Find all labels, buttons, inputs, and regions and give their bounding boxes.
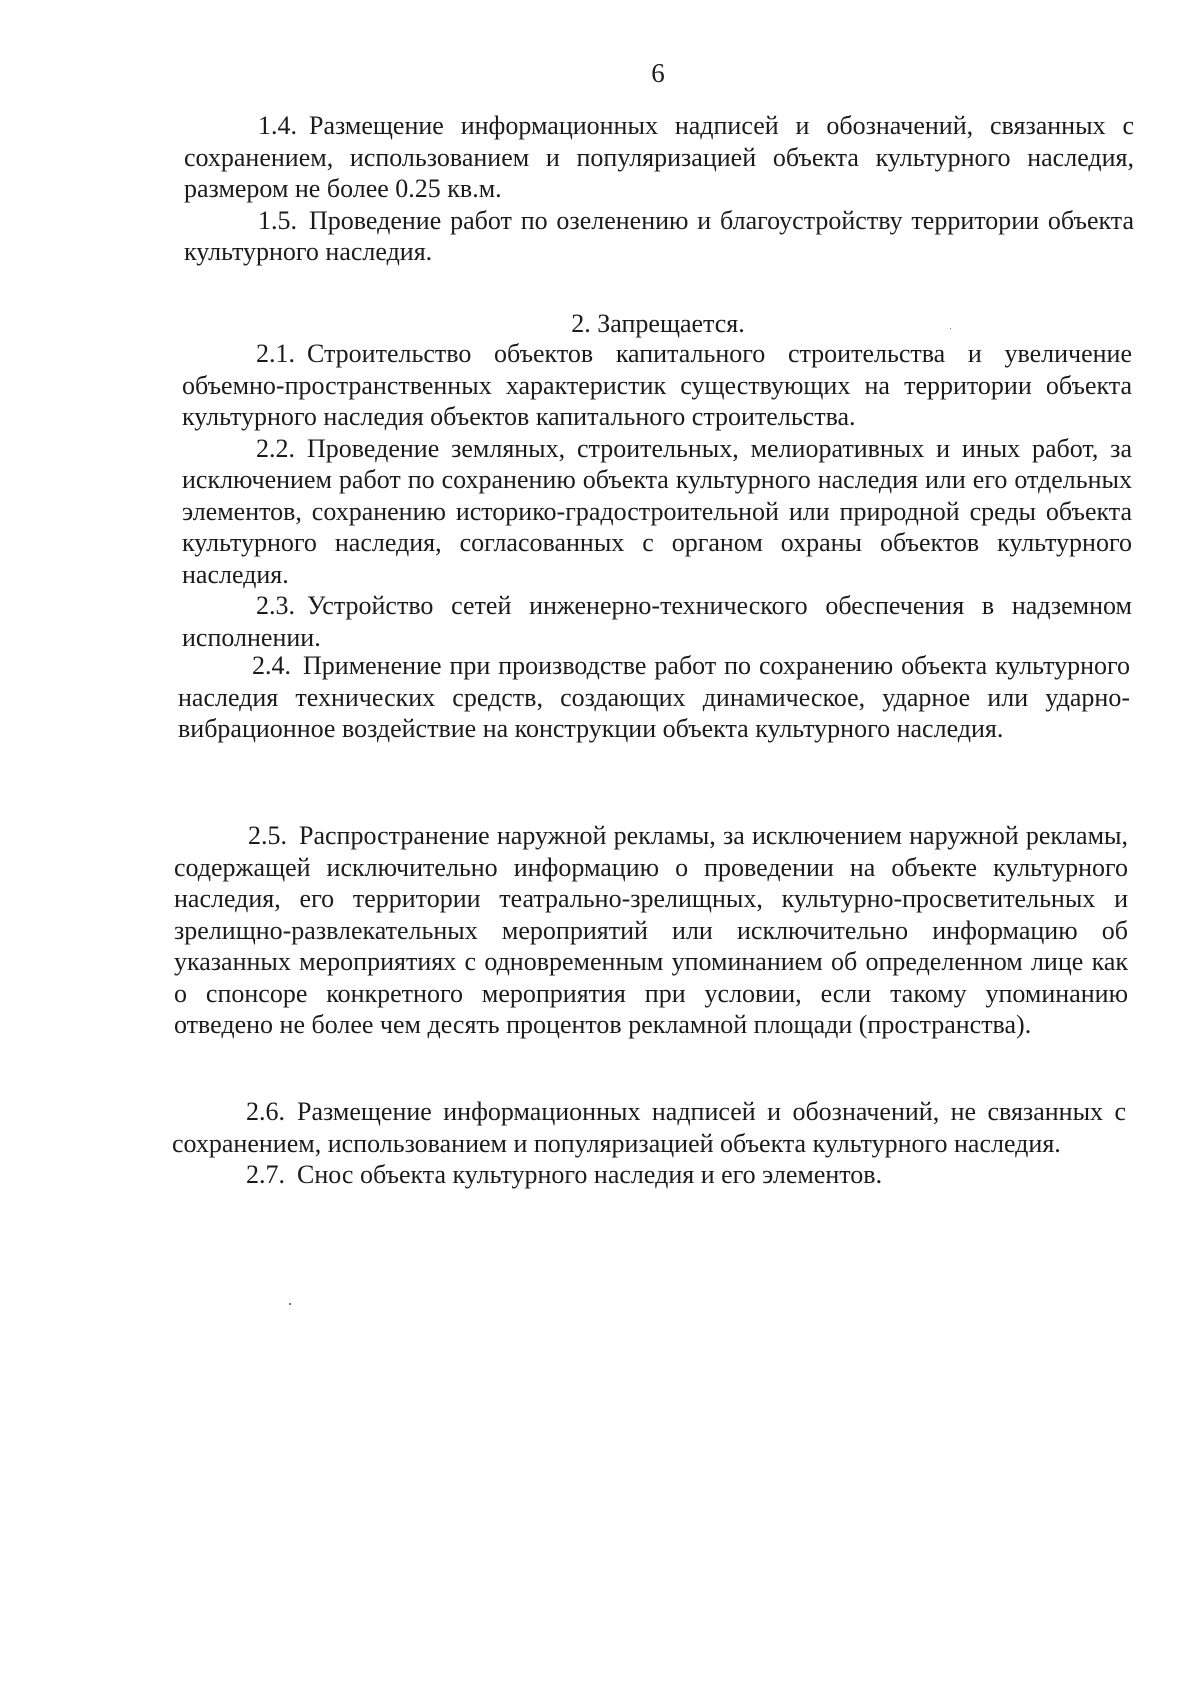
- clause-text: Применение при производстве работ по сохранению объекта культурного наследия технических средств, создающих динамическое, ударное или ударно-вибрационное воздействие на конструкции объекта культурного наследия.: [178, 651, 1130, 743]
- section-2-items-d: [172, 1096, 1126, 1191]
- clause-text: Распространение наружной рекламы, за исключением наружной рекламы, содержащей исключительно информацию о проведении на объекте культурного наследия, его территории театрально-зрелищных, культурно-просветительных и зрелищно-развлекательных мероприятий или исключительно информацию об указанных мероприятиях с одновременным упоминанием об определенном лице как о спонсоре конкретного мероприятия при условии, если такому упоминанию отведено не более чем десять процентов рекламной площади (пространства).: [174, 821, 1128, 1039]
- section-2-items-b: [178, 650, 1130, 745]
- clause-number: 2.1.: [256, 339, 295, 368]
- clause-text: Размещение информационных надписей и обозначений, связанных с сохранением, использованием и популяризацией объекта культурного наследия, размером не более 0.25 кв.м.: [184, 111, 1134, 203]
- clause-text: Проведение земляных, строительных, мелиоративных и иных работ, за исключением работ по сохранению объекта культурного наследия или его отдельных элементов, сохранению историко-градостроительной или природной среды объекта культурного наследия, согласованных с органом охраны объектов культурного наследия.: [182, 433, 1132, 589]
- clause-2-2: [182, 433, 1132, 591]
- clause-number: 2.4.: [252, 651, 291, 680]
- section-2-items-c: [174, 820, 1128, 1041]
- clause-text: Проведение работ по озеленению и благоустройству территории объекта культурного наследия.: [184, 205, 1134, 266]
- clause-text: Снос объекта культурного наследия и его элементов.: [297, 1160, 883, 1189]
- section-1-items: [184, 110, 1134, 268]
- clause-2-7: [172, 1159, 1126, 1191]
- clause-number: 2.5.: [248, 821, 287, 850]
- clause-number: 2.2.: [256, 433, 295, 463]
- clause-text: Строительство объектов капитального строительства и увеличение объемно-пространственных характеристик существующих на территории объекта культурного наследия объектов капитального строительства.: [182, 339, 1132, 431]
- clause-2-1: [182, 338, 1132, 433]
- clause-2-3: [182, 590, 1132, 653]
- clause-number: 1.5.: [258, 205, 297, 235]
- clause-text: Размещение информационных надписей и обозначений, не связанных с сохранением, использованием и популяризацией объекта культурного наследия.: [172, 1097, 1126, 1158]
- clause-2-4: [178, 650, 1130, 745]
- clause-text: Устройство сетей инженерно-технического обеспечения в надземном исполнении.: [182, 591, 1132, 652]
- page-number: 6: [651, 58, 665, 88]
- clause-number: 2.6.: [246, 1097, 285, 1126]
- clause-2-5: [174, 820, 1128, 1041]
- section-2-items-a: [182, 338, 1132, 653]
- clause-2-6: [172, 1096, 1126, 1159]
- clause-number: 2.3.: [256, 591, 295, 620]
- scan-speck: [289, 1303, 291, 1305]
- section-heading: 2. Запрещается.: [571, 309, 745, 338]
- scan-speck: [950, 328, 951, 329]
- clause-1-4: [184, 110, 1134, 205]
- clause-1-5: [184, 205, 1134, 268]
- clause-number: 1.4.: [258, 111, 297, 140]
- clause-number: 2.7.: [246, 1160, 285, 1189]
